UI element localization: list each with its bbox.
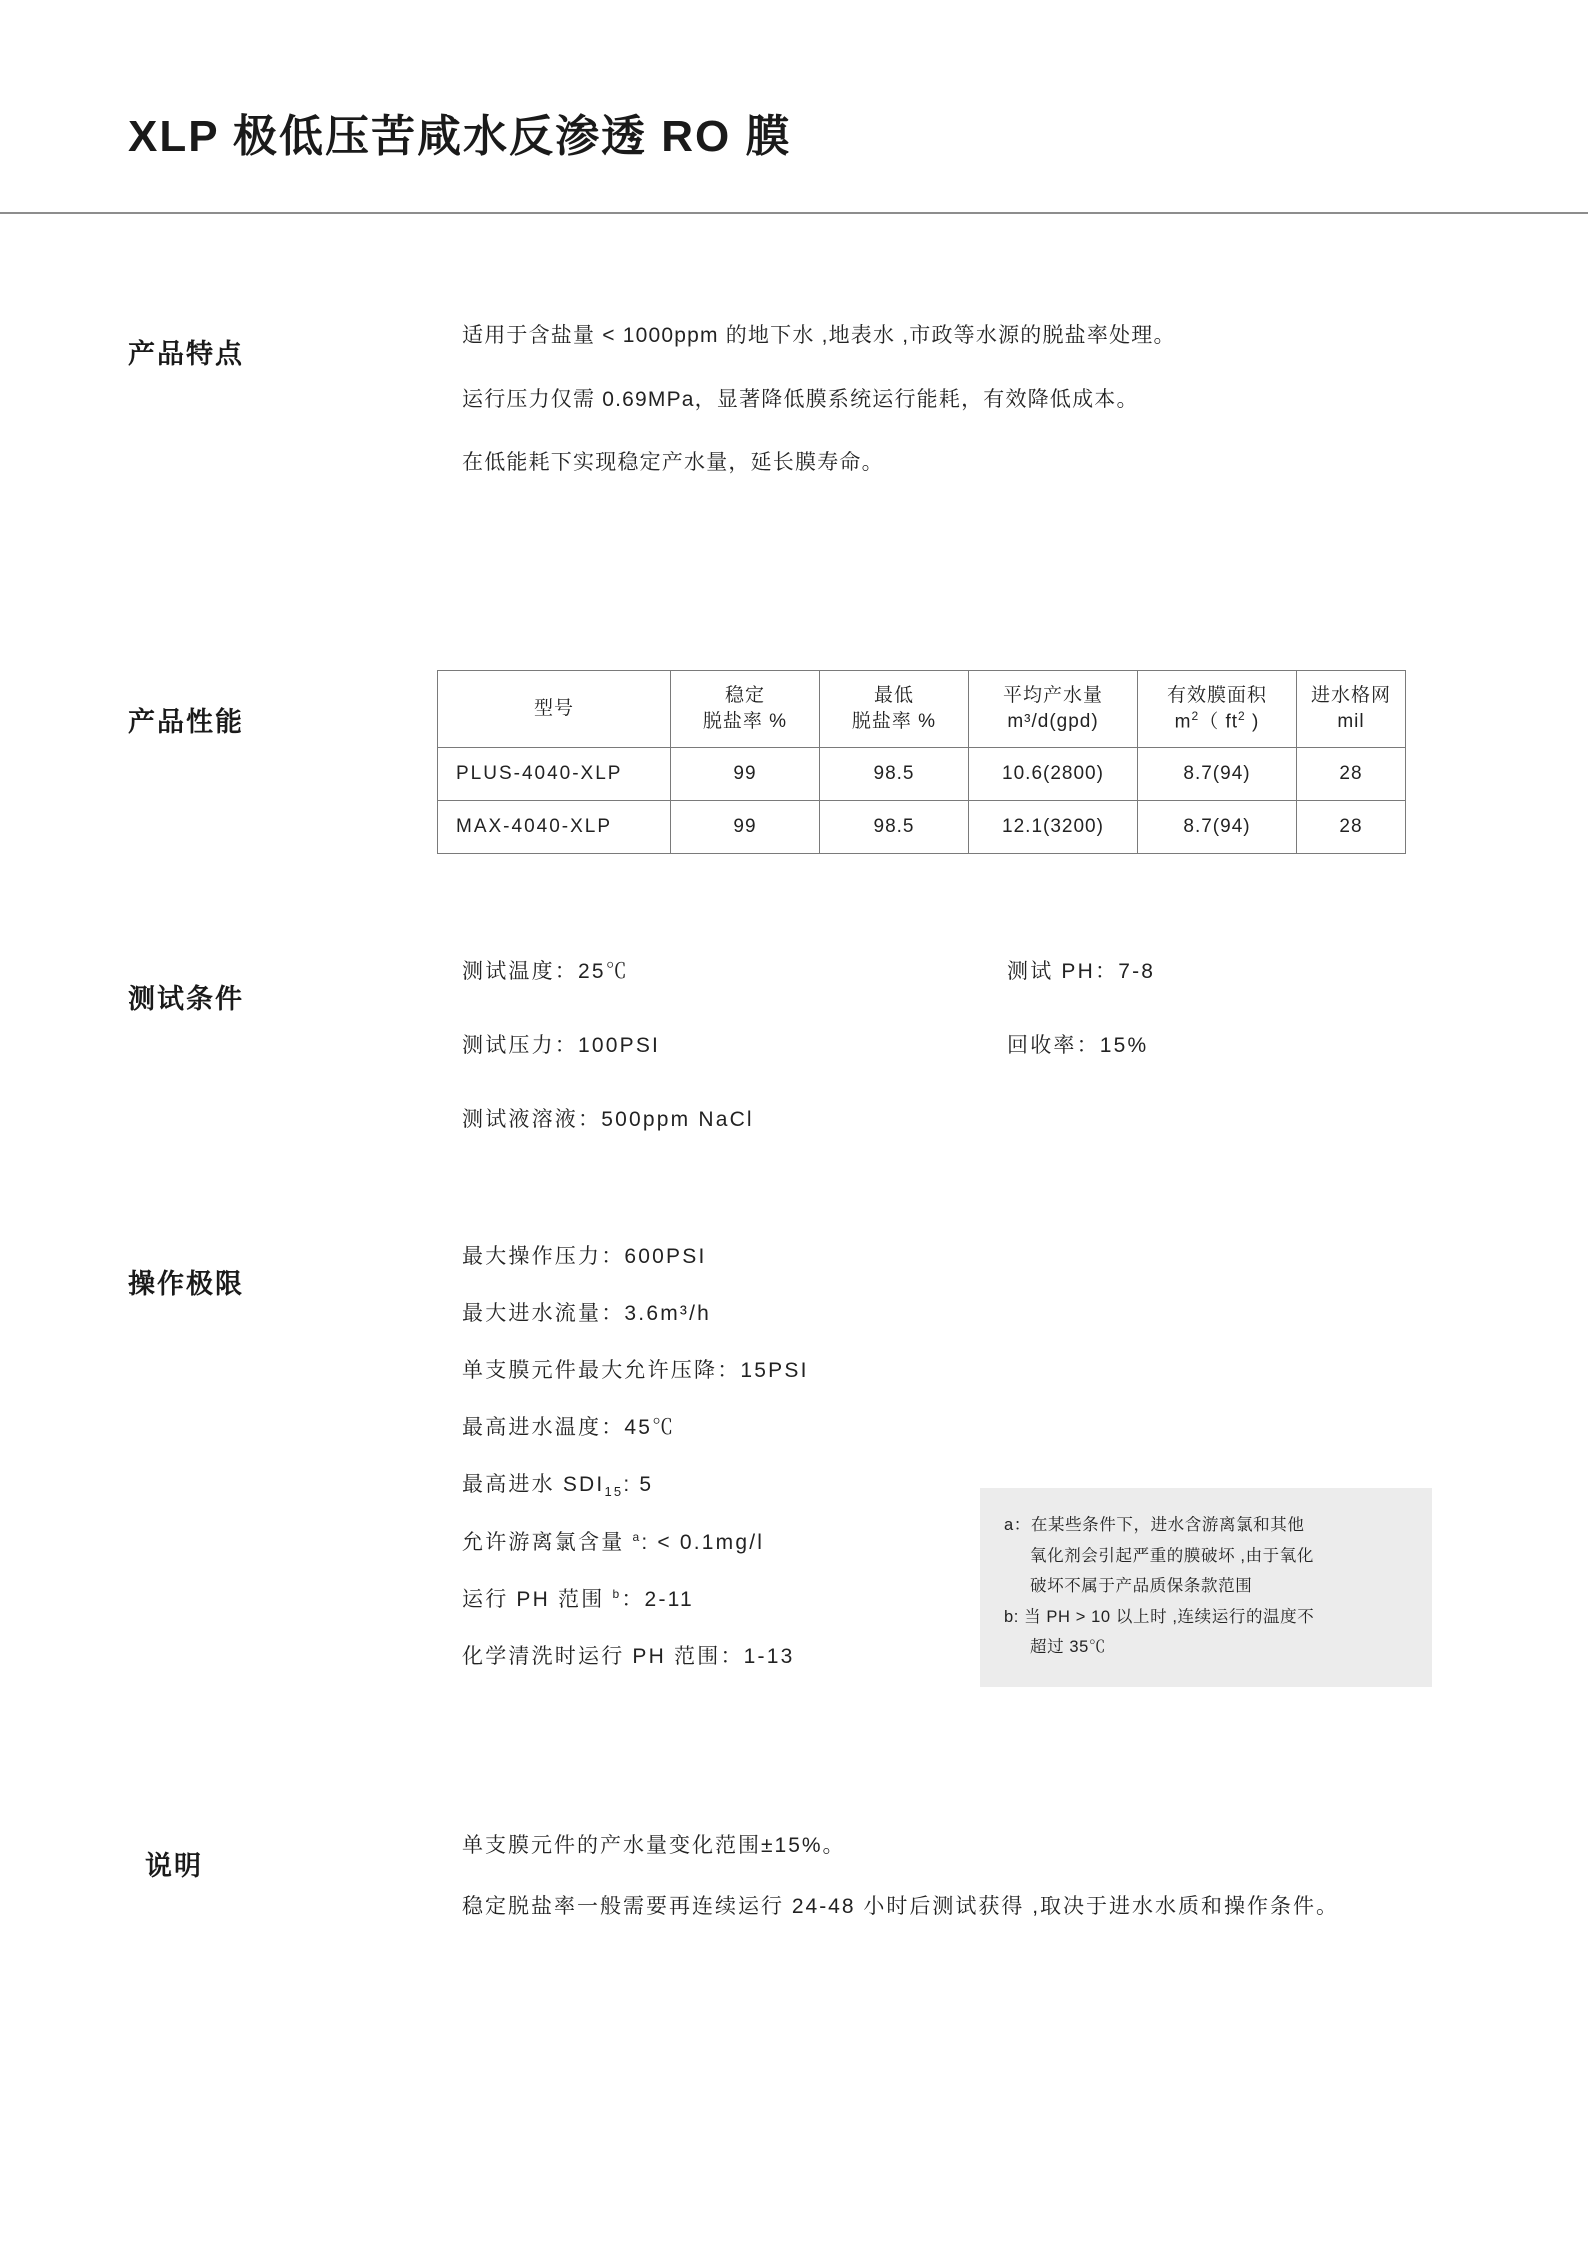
explanation-line: 稳定脱盐率一般需要再连续运行 24-48 小时后测试获得 ,取决于进水水质和操作条件。 xyxy=(462,1894,1340,1918)
test-conditions-left-column xyxy=(462,955,982,1177)
cell-mesh: 28 xyxy=(1297,748,1406,801)
area-unit-ft-sup: 2 xyxy=(1238,709,1246,724)
sdi-value: : 5 xyxy=(623,1473,654,1496)
operating-limit-line: 化学清洗时运行 PH 范围：1-13 xyxy=(462,1645,795,1669)
test-conditions-columns xyxy=(462,955,1462,1195)
cell-mesh: 28 xyxy=(1297,801,1406,854)
col-header-line: 脱盐率 % xyxy=(702,711,788,732)
cell-stable: 99 xyxy=(671,801,820,854)
operating-limit-line: 最大操作压力：600PSI xyxy=(462,1245,707,1268)
operating-limit-line: 最大进水流量：3.6m³/h xyxy=(462,1302,711,1325)
section-label-features: 产品特点 xyxy=(128,339,244,369)
chlorine-footnote-marker: a xyxy=(632,1530,642,1545)
section-label-test-conditions: 测试条件 xyxy=(128,984,244,1014)
col-header-line: 进水格网 xyxy=(1310,685,1391,707)
col-header-line: m³/d(gpd) xyxy=(1007,711,1099,732)
footnote-line: b: 当 PH > 10 以上时 ,连续运行的温度不 xyxy=(1004,1607,1315,1626)
col-header-line: 稳定 xyxy=(724,685,765,707)
area-unit-close: ) xyxy=(1245,711,1260,733)
area-unit-ft: （ ft xyxy=(1199,711,1239,733)
cell-model: MAX-4040-XLP xyxy=(438,801,671,854)
table-header-row xyxy=(438,671,1406,748)
explanation-line: 单支膜元件的产水量变化范围±15%。 xyxy=(462,1834,846,1857)
test-condition-line: 测试液溶液：500ppm NaCl xyxy=(462,1108,754,1131)
col-header-line: mil xyxy=(1337,711,1365,732)
test-condition-line: 测试温度：25℃ xyxy=(462,960,629,983)
cell-flow: 12.1(3200) xyxy=(969,801,1138,854)
col-header-line: 有效膜面积 xyxy=(1166,684,1267,706)
table-body xyxy=(438,748,1406,854)
cell-min: 98.5 xyxy=(820,748,969,801)
ph-footnote-marker: b xyxy=(612,1587,622,1602)
test-condition-line: 回收率：15% xyxy=(1007,1034,1149,1057)
col-header-model: 型号 xyxy=(438,671,671,748)
cell-stable: 99 xyxy=(671,748,820,801)
title-block xyxy=(0,100,1588,214)
cell-flow: 10.6(2800) xyxy=(969,748,1138,801)
ph-value: ：2-11 xyxy=(621,1588,694,1612)
section-label-performance: 产品性能 xyxy=(128,707,244,737)
sdi-label: 最高进水 SDI xyxy=(462,1473,605,1496)
section-label-operating-limits: 操作极限 xyxy=(128,1269,244,1299)
cell-min: 98.5 xyxy=(820,801,969,854)
footnote-line: a：在某些条件下，进水含游离氯和其他 xyxy=(1004,1516,1305,1534)
col-header-avg-flow xyxy=(969,671,1138,748)
performance-table xyxy=(437,670,1406,854)
cell-area: 8.7(94) xyxy=(1138,801,1297,854)
col-header-line: 脱盐率 % xyxy=(851,711,937,732)
area-unit-m: m xyxy=(1174,711,1192,733)
feature-line: 适用于含盐量 < 1000ppm 的地下水 ,地表水 ,市政等水源的脱盐率处理。 xyxy=(462,324,1176,347)
feature-line: 在低能耗下实现稳定产水量，延长膜寿命。 xyxy=(462,451,884,474)
test-conditions-right-column xyxy=(1007,955,1427,1103)
footnote-line: 破坏不属于产品质保条款范围 xyxy=(1030,1577,1253,1596)
feature-line: 运行压力仅需 0.69MPa，显著降低膜系统运行能耗，有效降低成本。 xyxy=(462,387,1139,411)
operating-limit-line: 最高进水温度：45℃ xyxy=(462,1416,676,1439)
test-conditions-body xyxy=(462,955,1462,1195)
area-unit-m-sup: 2 xyxy=(1191,709,1200,724)
section-label-explanation: 说明 xyxy=(145,1851,203,1881)
table-row xyxy=(438,801,1406,854)
features-body xyxy=(462,320,1462,479)
test-condition-line: 测试压力：100PSI xyxy=(462,1034,661,1057)
operating-limit-line: 单支膜元件最大允许压降：15PSI xyxy=(462,1359,809,1382)
cell-model: PLUS-4040-XLP xyxy=(438,748,671,801)
test-condition-line: 测试 PH：7-8 xyxy=(1007,960,1156,983)
chlorine-value: : < 0.1mg/l xyxy=(641,1531,765,1555)
ph-label: 运行 PH 范围 xyxy=(462,1588,613,1612)
footnote-line: 超过 35℃ xyxy=(1030,1638,1107,1657)
title-divider xyxy=(0,212,1588,214)
footnote-box xyxy=(980,1488,1432,1687)
col-header-feed-spacer xyxy=(1297,671,1406,748)
col-header-line: 最低 xyxy=(873,685,914,707)
col-header-line: 平均产水量 xyxy=(1002,685,1103,707)
explanation-body xyxy=(462,1830,1462,1923)
chlorine-label: 允许游离氯含量 xyxy=(462,1531,633,1555)
footnote-line: 氧化剂会引起严重的膜破坏 ,由于氧化 xyxy=(1030,1546,1314,1565)
table-row xyxy=(438,748,1406,801)
col-header-line xyxy=(1138,708,1296,735)
col-header-stable-rejection xyxy=(671,671,820,748)
page-title: XLP 极低压苦咸水反渗透 RO 膜 xyxy=(128,112,792,161)
table-header xyxy=(438,671,1406,748)
col-header-membrane-area xyxy=(1138,671,1297,748)
cell-area: 8.7(94) xyxy=(1138,748,1297,801)
col-header-min-rejection xyxy=(820,671,969,748)
sdi-subscript: 15 xyxy=(604,1484,624,1500)
